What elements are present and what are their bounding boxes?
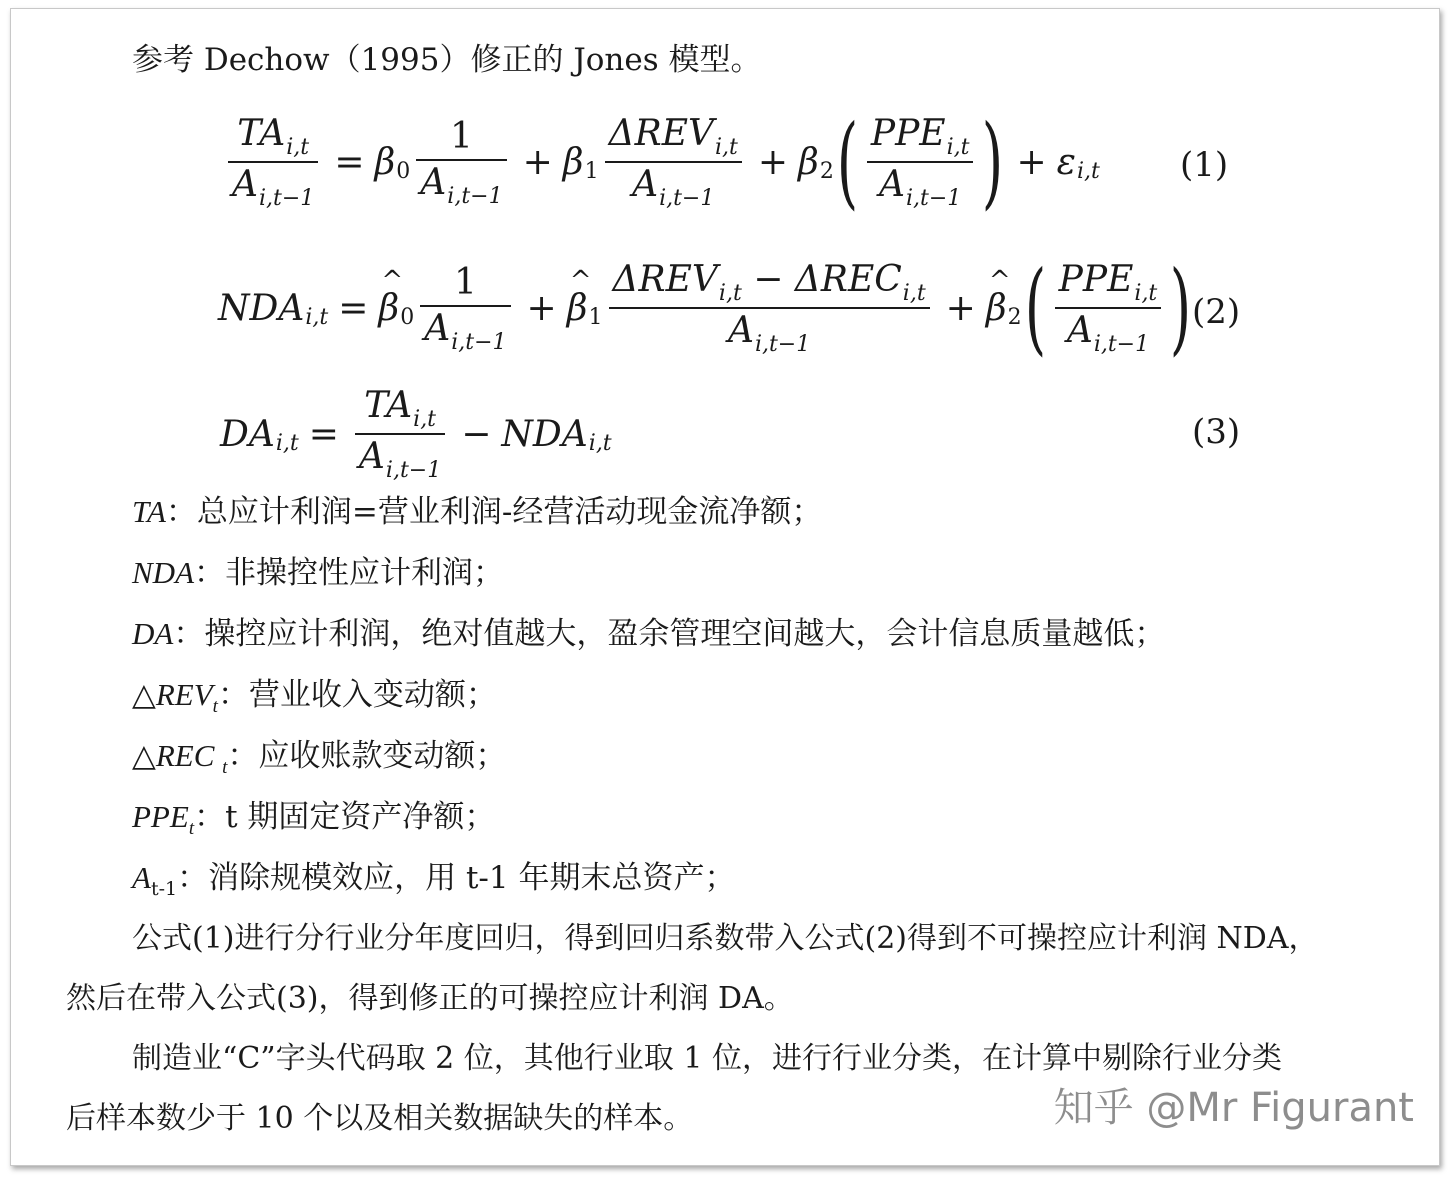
- eq1-lhs-fraction: $\frac{TA_{i,t}}{A_{i,t-1}}$: [228, 112, 318, 212]
- definition-ta: TA：总应计利润=营业利润-经营活动现金流净额；: [132, 494, 823, 530]
- equation-1: $\frac{TA_{i,t}}{A_{i,t-1}}$ = β 0 $\frac{1}{A_{i,t-1}}$ + β 1 $\frac{\Delta REV_{i,t}}{A_{i,t-1}}$ + β 2 ( $\frac{PPE_{i,t}}{A_{i,t-1}}$ ) + ε i,t: [222, 112, 1100, 212]
- paragraph-1-line-1: 公式(1)进行分行业分年度回归，得到回归系数带入公式(2)得到不可操控应计利润 NDA，: [132, 921, 1319, 956]
- eq1-term1-fraction: $\frac{1}{A_{i,t-1}}$: [416, 115, 506, 210]
- paragraph-2-line-1: 制造业“C”字头代码取 2 位，其他行业取 1 位，进行行业分类，在计算中剔除行业分类: [132, 1041, 1282, 1076]
- eq3-fraction: $\frac{TA_{i,t}}{A_{i,t-1}}$: [355, 384, 445, 484]
- equation-3: DA i,t = $\frac{TA_{i,t}}{A_{i,t-1}}$ − NDA i,t: [220, 385, 612, 483]
- eq1-term2-fraction: $\frac{\Delta REV_{i,t}}{A_{i,t-1}}$: [605, 112, 742, 212]
- definition-nda: NDA：非操控性应计利润；: [132, 555, 504, 591]
- definition-ppe: $PPE_t$：t 期固定资产净额；: [132, 799, 496, 839]
- equation-2: NDA i,t = ^ β 0 $\frac{1}{A_{i,t-1}}$ + ^ β 1 $\frac{\Delta REV_{i,t} - \Delta REC_{i,t}}{A_{i,t-1}}$ + ^ β 2 ( $\frac{PPE_{i,t}}{A_{i,t-1}}$ ): [218, 258, 1194, 358]
- equation-1-number: (1): [1180, 145, 1229, 185]
- watermark: 知乎 @Mr Figurant: [1053, 1085, 1414, 1131]
- eq2-term3-fraction: $\frac{PPE_{i,t}}{A_{i,t-1}}$: [1055, 258, 1162, 358]
- definition-delta-rev: $\triangle REV_t$：营业收入变动额；: [132, 677, 497, 717]
- equation-3-number: (3): [1192, 412, 1241, 452]
- definition-delta-rec: △REC $_t$：应收账款变动额；: [132, 738, 507, 778]
- eq1-term3-fraction: $\frac{PPE_{i,t}}{A_{i,t-1}}$: [867, 112, 974, 212]
- paragraph-2-line-2: 后样本数少于 10 个以及相关数据缺失的样本。: [66, 1101, 694, 1136]
- eq2-term2-fraction: $\frac{\Delta REV_{i,t} - \Delta REC_{i,t}}{A_{i,t-1}}$: [609, 258, 930, 358]
- intro-text: 参考 Dechow（1995）修正的 Jones 模型。: [132, 42, 762, 78]
- definition-a: $A_{t-1}$：消除规模效应，用 t-1 年期末总资产；: [132, 860, 736, 900]
- definition-da: DA：操控应计利润，绝对值越大，盈余管理空间越大，会计信息质量越低；: [132, 616, 1166, 652]
- paragraph-1-line-2: 然后在带入公式(3)，得到修正的可操控应计利润 DA。: [66, 981, 794, 1016]
- eq2-term1-fraction: $\frac{1}{A_{i,t-1}}$: [420, 261, 510, 356]
- equation-2-number: (2): [1192, 292, 1241, 332]
